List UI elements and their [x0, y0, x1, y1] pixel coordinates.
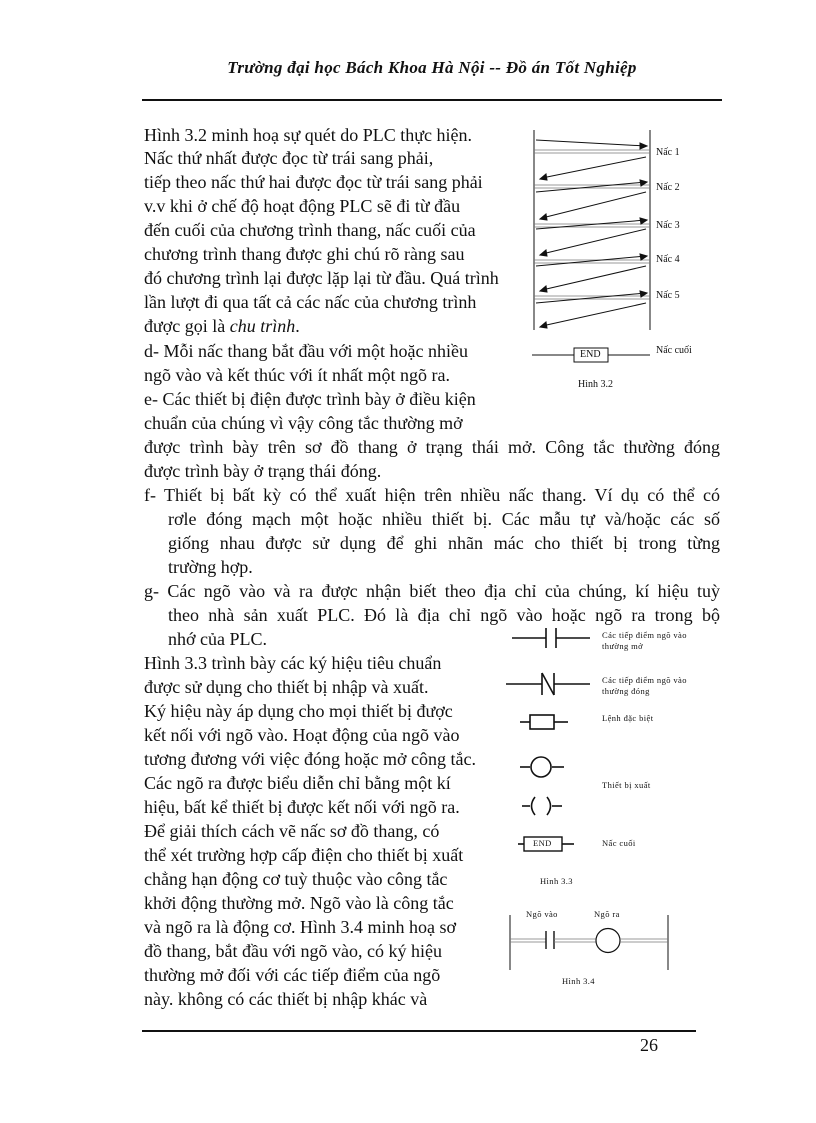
symbol-label-line: thường đóng	[602, 686, 650, 696]
body-line: ngõ vào và kết thúc với ít nhất một ngõ ra.	[144, 365, 450, 385]
figure-3-2-scan-diagram	[530, 130, 660, 360]
body-line: v.v khi ở chế độ hoạt động PLC sẽ đi từ đầu	[144, 196, 461, 216]
body-line: khởi động thường mở. Ngõ vào là công tắc	[144, 893, 454, 913]
body-line: trường hợp.	[168, 557, 253, 577]
running-header: Trường đại học Bách Khoa Hà Nội -- Đồ án Tốt Nghiệp	[227, 58, 637, 77]
body-line: lần lượt đi qua tất cả các nấc của chương trình	[144, 292, 477, 312]
body-line: Hình 3.3 trình bày các ký hiệu tiêu chuẩn	[144, 653, 442, 673]
body-line: giống nhau được sử dụng để ghi nhãn mác cho thiết bị trong từng	[168, 533, 720, 553]
output-coil-icon	[520, 754, 570, 780]
symbol-label: Nấc cuối	[602, 838, 636, 848]
body-line: tiếp theo nấc thứ hai được đọc từ trái sang phải	[144, 172, 483, 192]
body-line: đó chương trình lại được lặp lại từ đầu. Quá trình	[144, 268, 499, 288]
figure-caption: Hình 3.3	[540, 876, 573, 886]
symbol-label-line: thường mở	[602, 641, 644, 651]
symbol-label-line: Các tiếp điểm ngõ vào	[602, 630, 687, 640]
special-instruction-icon	[520, 712, 570, 732]
figure-caption: Hình 3.4	[562, 976, 595, 986]
symbol-label-line: Các tiếp điểm ngõ vào	[602, 675, 687, 685]
body-line: và ngõ ra là động cơ. Hình 3.4 minh hoạ sơ	[144, 917, 456, 937]
body-line: tương đương với việc đóng hoặc mở công tắc.	[144, 749, 477, 769]
body-line: nhớ của PLC.	[168, 629, 268, 649]
rung-label: Nấc 2	[656, 182, 680, 193]
symbol-label: Thiết bị xuất	[602, 780, 651, 790]
body-line: thể xét trường hợp cấp điện cho thiết bị xuất	[144, 845, 464, 865]
no-contact-icon	[512, 626, 592, 650]
symbol-label	[602, 675, 687, 697]
footer-rule	[142, 1030, 696, 1032]
end-symbol-text: END	[533, 838, 552, 848]
body-line: chuẩn của chúng vì vậy công tắc thường mở	[144, 413, 463, 433]
body-line: e- Các thiết bị điện được trình bày ở điều kiện	[144, 389, 476, 409]
body-line: Các ngõ ra được biểu diễn chỉ bằng một kí	[144, 773, 451, 793]
body-line: Nấc thứ nhất được đọc từ trái sang phải,	[144, 148, 434, 168]
rung-label: Nấc 5	[656, 290, 680, 301]
body-line: chương trình thang được ghi chú rõ ràng sau	[144, 244, 465, 264]
body-line: f- Thiết bị bất kỳ có thể xuất hiện trên nhiều nấc thang. Ví dụ có thể có	[144, 485, 720, 505]
body-line: Để giải thích cách vẽ nấc sơ đồ thang, có	[144, 821, 440, 841]
nc-contact-icon	[506, 671, 590, 697]
rung-label: Nấc 3	[656, 220, 680, 231]
body-line: Ký hiệu này áp dụng cho mọi thiết bị được	[144, 701, 453, 721]
body-line	[144, 315, 300, 337]
body-line: này. không có các thiết bị nhập khác và	[144, 989, 428, 1009]
body-line: thường mở đối với các tiếp điểm của ngõ	[144, 965, 441, 985]
italic-term: chu trình	[229, 316, 296, 336]
page-number: 26	[640, 1035, 658, 1055]
body-line: hiệu, bất kể thiết bị được kết nối với ngõ ra.	[144, 797, 460, 817]
body-line: được sử dụng cho thiết bị nhập và xuất.	[144, 677, 429, 697]
body-text: .	[295, 316, 300, 336]
body-line: Hình 3.2 minh hoạ sự quét do PLC thực hiện.	[144, 125, 472, 145]
body-line: đến cuối của chương trình thang, nấc cuối của	[144, 220, 476, 240]
end-box-label: END	[580, 349, 601, 360]
body-line: chẳng hạn động cơ tuỳ thuộc vào công tắc	[144, 869, 448, 889]
last-rung-label: Nấc cuối	[656, 345, 692, 356]
input-label: Ngõ vào	[526, 909, 558, 919]
figure-3-4-ladder	[508, 915, 678, 975]
figure-caption: Hình 3.2	[578, 379, 613, 390]
symbol-label: Lệnh đặc biệt	[602, 713, 654, 723]
body-line: rơle đóng mạch một hoặc nhiều thiết bị. Các mẫu tự và/hoặc các số	[168, 509, 720, 529]
body-line: được trình bày trên sơ đồ thang ở trạng thái mở. Công tắc thường đóng	[144, 437, 720, 457]
body-line: được trình bày ở trạng thái đóng.	[144, 461, 382, 481]
symbol-label	[602, 630, 687, 652]
body-line: theo nhà sản xuất PLC. Đó là địa chỉ ngõ vào hoặc ngõ ra trong bộ	[168, 605, 720, 625]
header-rule	[142, 99, 722, 101]
output-label: Ngõ ra	[594, 909, 620, 919]
output-bracket-icon	[522, 793, 572, 819]
body-line: kết nối với ngõ vào. Hoạt động của ngõ vào	[144, 725, 460, 745]
body-line: đồ thang, bắt đầu với ngõ vào, có ký hiệu	[144, 941, 442, 961]
rung-label: Nấc 4	[656, 254, 680, 265]
rung-label: Nấc 1	[656, 147, 680, 158]
body-line: d- Mỗi nấc thang bắt đầu với một hoặc nhiều	[144, 341, 468, 361]
body-text: được gọi là	[144, 316, 230, 336]
body-line: g- Các ngõ vào và ra được nhận biết theo địa chỉ của chúng, kí hiệu tuỳ	[144, 581, 720, 601]
